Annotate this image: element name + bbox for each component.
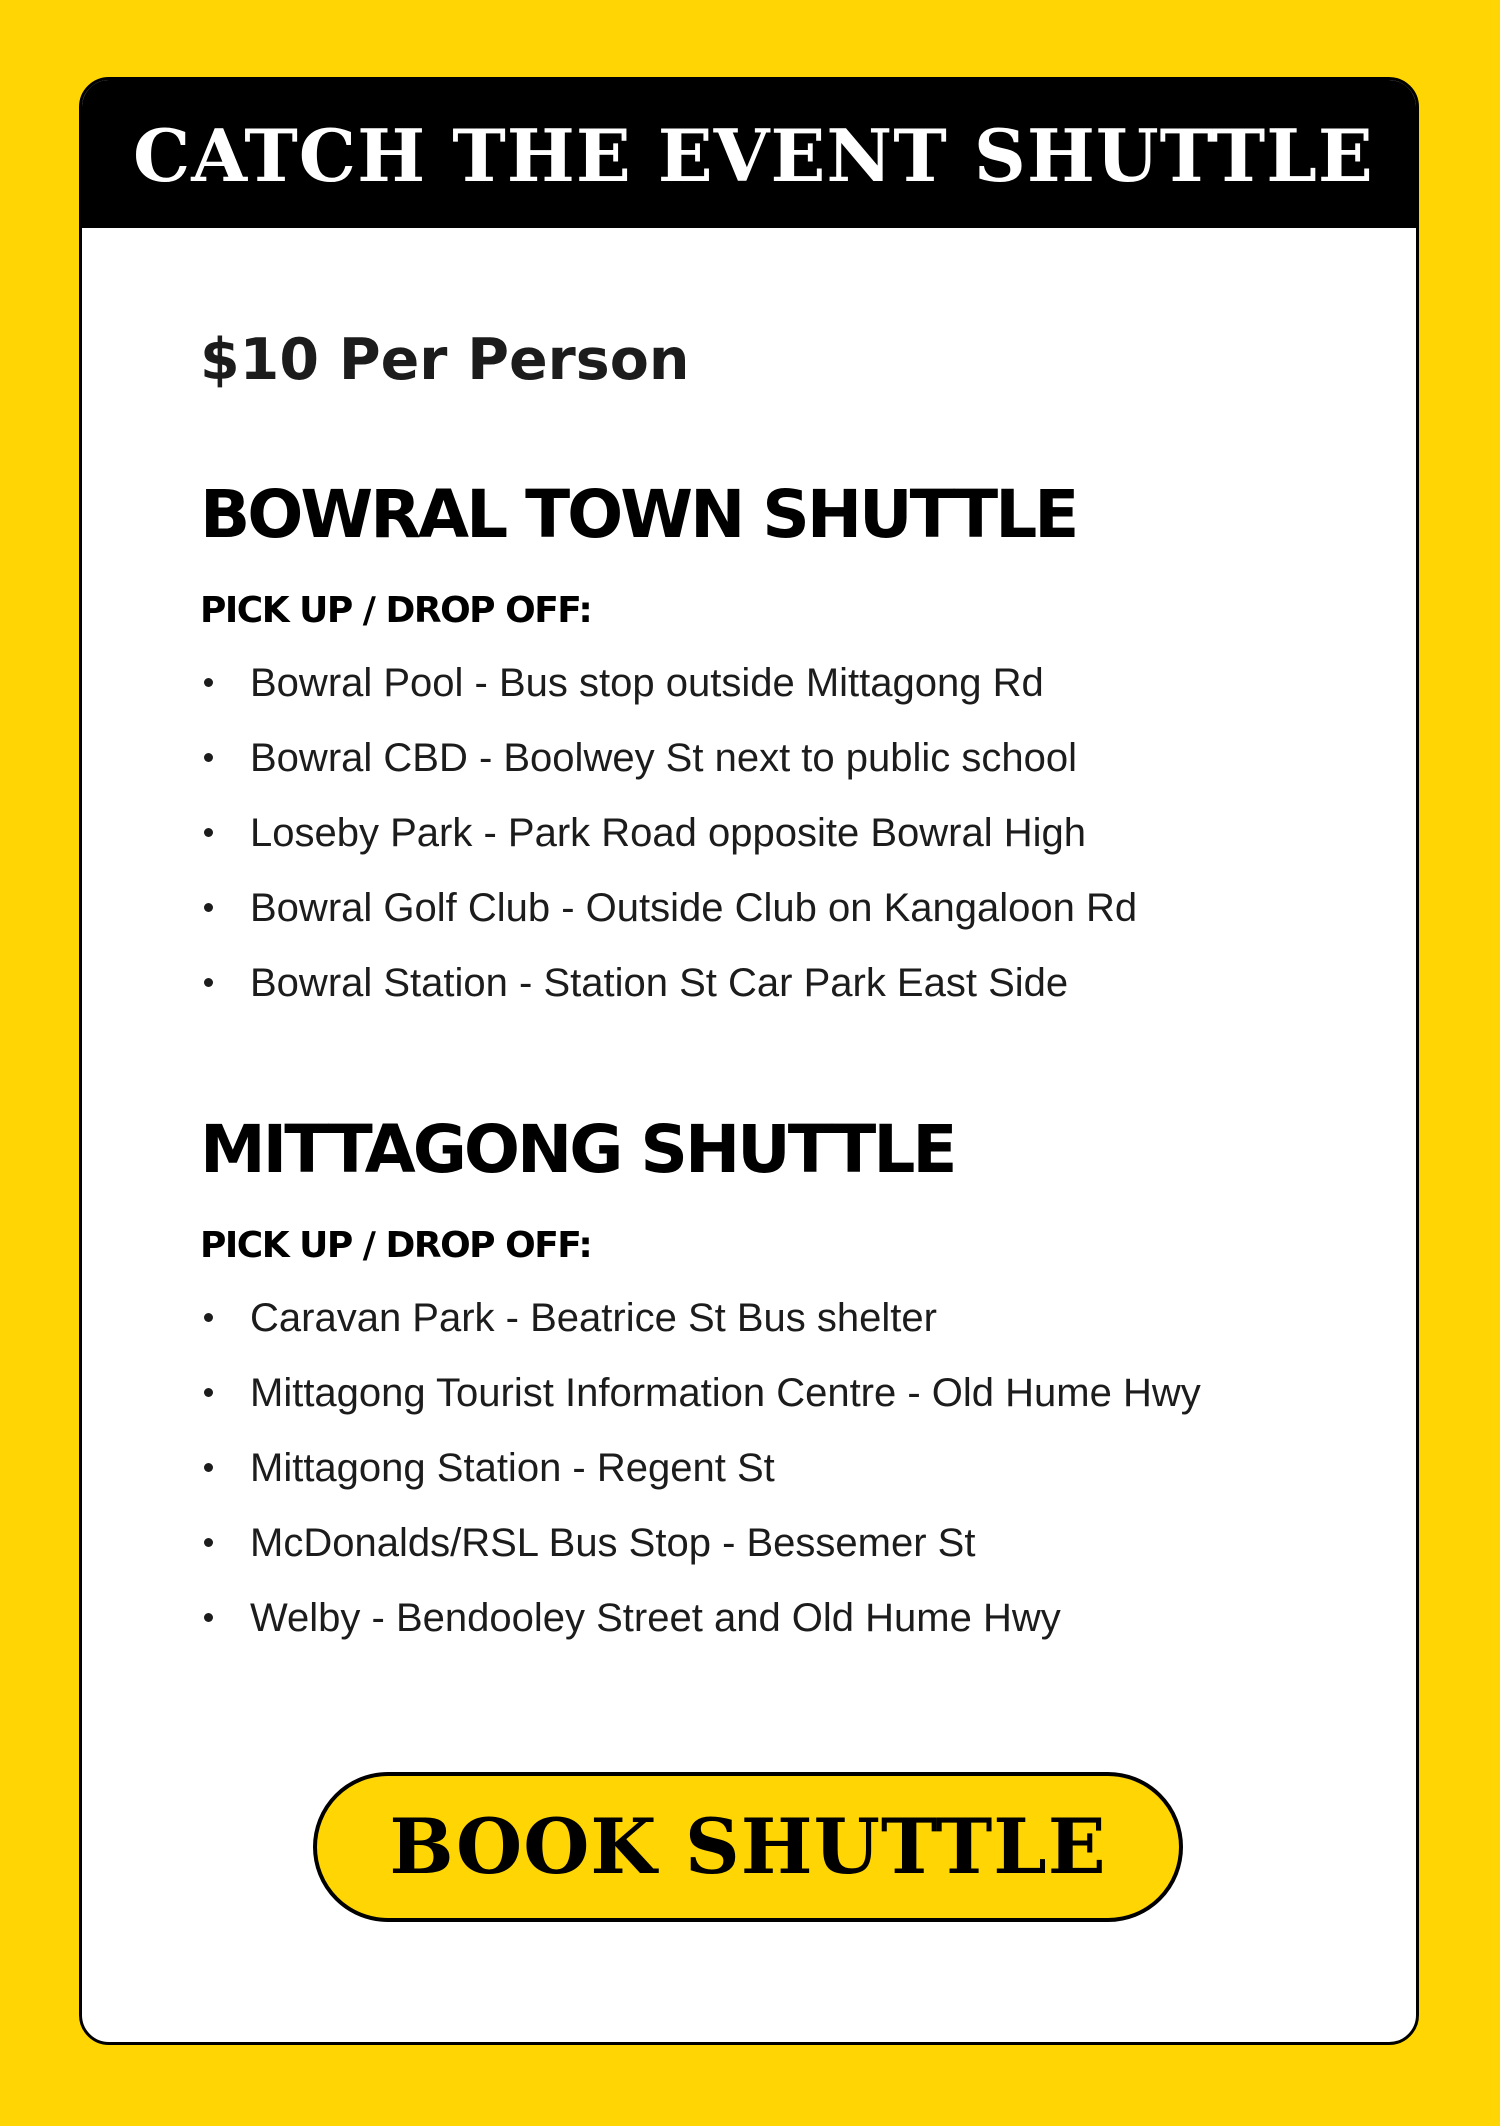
stop-text: Caravan Park - Beatrice St Bus shelter bbox=[250, 1296, 937, 1340]
stop-item bbox=[200, 1515, 1400, 1590]
bullet-icon bbox=[204, 1613, 213, 1622]
shuttle-info-card bbox=[79, 77, 1419, 2045]
stop-item bbox=[200, 1440, 1400, 1515]
stop-list bbox=[200, 655, 1400, 1030]
bullet-icon bbox=[204, 1463, 213, 1472]
section-title: BOWRAL TOWN SHUTTLE bbox=[200, 476, 1077, 553]
bullet-icon bbox=[204, 978, 213, 987]
stop-item bbox=[200, 655, 1400, 730]
stop-text: Bowral Pool - Bus stop outside Mittagong Rd bbox=[250, 661, 1044, 705]
stop-list bbox=[200, 1290, 1400, 1665]
bullet-icon bbox=[204, 1313, 213, 1322]
book-shuttle-label: BOOK SHUTTLE bbox=[389, 1802, 1107, 1891]
stop-text: Welby - Bendooley Street and Old Hume Hwy bbox=[250, 1596, 1061, 1640]
card-header bbox=[82, 80, 1416, 228]
stop-text: Bowral CBD - Boolwey St next to public school bbox=[250, 736, 1078, 780]
section-title: MITTAGONG SHUTTLE bbox=[200, 1111, 955, 1188]
card-title: CATCH THE EVENT SHUTTLE bbox=[133, 113, 1374, 198]
stop-item bbox=[200, 880, 1400, 955]
bullet-icon bbox=[204, 828, 213, 837]
pickup-label: PICK UP / DROP OFF: bbox=[200, 590, 592, 631]
stop-text: Bowral Station - Station St Car Park East Side bbox=[250, 961, 1069, 1005]
book-shuttle-button[interactable] bbox=[313, 1772, 1183, 1922]
stop-text: McDonalds/RSL Bus Stop - Bessemer St bbox=[250, 1521, 976, 1565]
bullet-icon bbox=[204, 903, 213, 912]
bullet-icon bbox=[204, 753, 213, 762]
stop-text: Mittagong Station - Regent St bbox=[250, 1446, 775, 1490]
stop-item bbox=[200, 805, 1400, 880]
pickup-label: PICK UP / DROP OFF: bbox=[200, 1225, 592, 1266]
bowral-town-shuttle-section bbox=[200, 475, 1400, 1030]
stop-item bbox=[200, 955, 1400, 1030]
stop-text: Loseby Park - Park Road opposite Bowral High bbox=[250, 811, 1086, 855]
price-text: $10 Per Person bbox=[200, 327, 690, 393]
stop-text: Mittagong Tourist Information Centre - Old Hume Hwy bbox=[250, 1371, 1201, 1415]
bullet-icon bbox=[204, 1538, 213, 1547]
stop-item bbox=[200, 1590, 1400, 1665]
stop-item bbox=[200, 1290, 1400, 1365]
bullet-icon bbox=[204, 1388, 213, 1397]
stop-item bbox=[200, 730, 1400, 805]
mittagong-shuttle-section bbox=[200, 1110, 1400, 1665]
bullet-icon bbox=[204, 678, 213, 687]
stop-text: Bowral Golf Club - Outside Club on Kangaloon Rd bbox=[250, 886, 1138, 930]
stop-item bbox=[200, 1365, 1400, 1440]
